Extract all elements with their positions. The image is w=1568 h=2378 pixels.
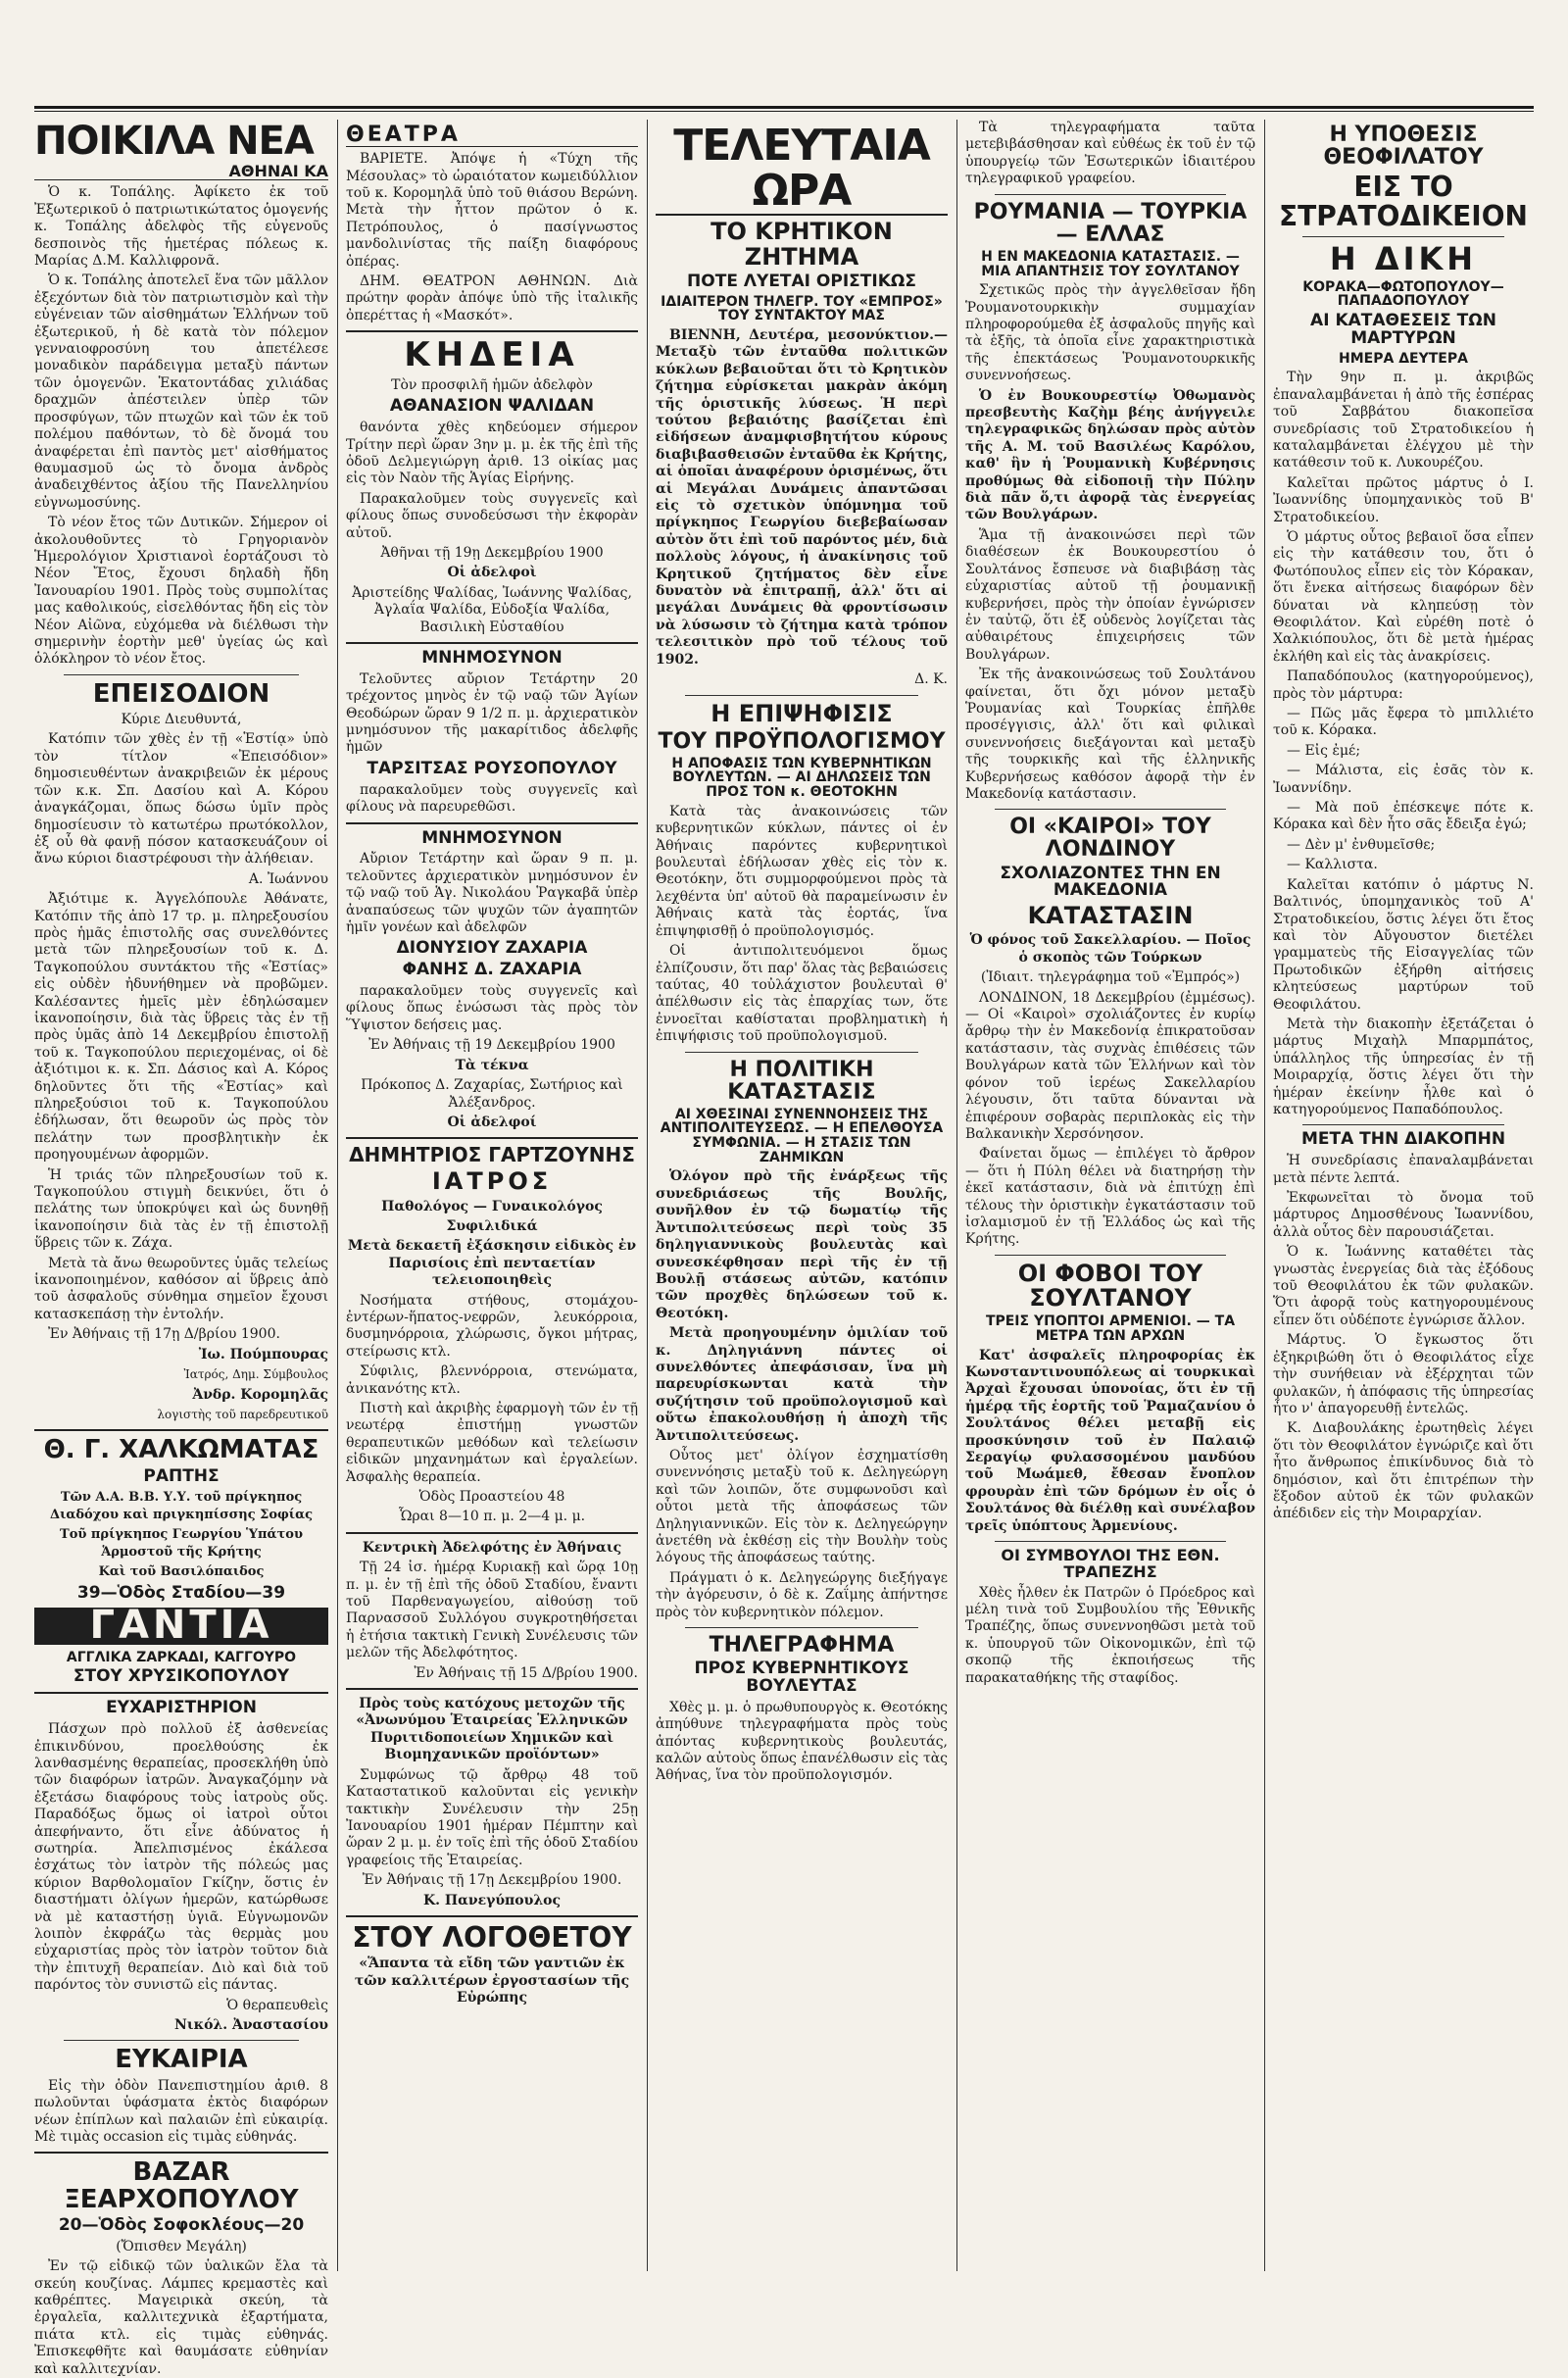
notice-name: ΦΑΝΗΣ Δ. ΖΑΧΑΡΙΑ	[402, 960, 582, 980]
divider	[346, 642, 638, 644]
logothetou-ad-sub: «Ἅπαντα τὰ εἴδη τῶν γαντιῶν ἐκ τῶν καλλιτέρων ἐργοστασίων τῆς Εὐρώπης	[354, 1956, 630, 2006]
notice-date: Ἐν Ἀθήναις τῇ 17ῃ Δεκεμβρίου 1900.	[362, 1872, 622, 1889]
article-paragraph: Ἐκφωνεῖται τὸ ὄνομα τοῦ μάρτυρος Δημοσθένους Ἰωαννίδου, ἀλλὰ οὗτος δὲν παρουσιάζεται.	[1273, 1190, 1534, 1240]
notice-name: ΤΑΡΣΙΤΣΑΣ ΡΟΥΣΟΠΟΥΛΟΥ	[367, 758, 617, 778]
notice-heading: Οἱ ἀδελφοί	[447, 1114, 537, 1130]
article-paragraph: ΔΗΜ. ΘΕΑΤΡΟΝ ΑΘΗΝΩΝ. Διὰ πρώτην φορὰν ἀπόψε ὑπὸ τῆς ἰταλικῆς ὀπερέττας ἡ «Μασκότ».	[346, 272, 638, 323]
article-paragraph: Κατ' ἀσφαλεῖς πληροφορίας ἐκ Κωνσταντινουπόλεως αἱ τουρκικαὶ Ἀρχαὶ ἔχουσαι ὑπονοίας, ὅτι ἐν τῇ ἡμέρᾳ τῆς ἑορτῆς τοῦ Ῥαμαζανίου ὁ Σουλτάνος θέλει μεταβῇ εἰς προσκύνησιν τοῦ ἐν Παλαιῷ Σεραγίῳ φυλασσομένου μανδύου τοῦ Μωάμεθ, ἔθεσαν ἔνοπλον φρουρὰν ἐπὶ τῶν δρόμων ἐν οἷς ὁ Σουλτάνος θὰ διέλθῃ καὶ συνέλαβον τρεῖς ὑπόπτους Ἀρμενίους.	[965, 1347, 1255, 1534]
section-title-poikila: ΠΟΙΚΙΛΑ ΝΕΑ	[34, 119, 314, 164]
article-paragraph: Χθὲς ἦλθεν ἐκ Πατρῶν ὁ Πρόεδρος καὶ μέλη τινὰ τοῦ Συμβουλίου τῆς Ἐθνικῆς Τραπέζης, ὅπως συνεννοηθῶσι μετὰ τοῦ κ. ὑπουργοῦ τῶν Οἰκονομικῶν, ἐπὶ τῷ σκοπῷ τῆς ἐκποιήσεως τῆς παρακαταθήκης τῆς σταφίδος.	[965, 1584, 1255, 1686]
dialogue-line: — Μάλιστα, εἰς ἐσᾶς τὸν κ. Ἰωαννίδην.	[1273, 763, 1534, 796]
divider	[995, 1255, 1226, 1256]
headline-epeisodion: ΕΠΕΙΣΟΔΙΟΝ	[92, 678, 270, 709]
doctor-ad-hours: Ὧραι 8—10 π. μ. 2—4 μ. μ.	[398, 1509, 586, 1525]
headline-kideia: ΚΗΔΕΙΑ	[404, 335, 580, 375]
divider	[995, 809, 1226, 810]
headline: ΤΟ ΚΡΗΤΙΚΟΝ ΖΗΤΗΜΑ	[710, 218, 893, 271]
article-paragraph: Ὁ ἐν Βουκουρεστίῳ Ὀθωμανὸς πρεσβευτὴς Καζὴμ βέης ἀνήγγειλε τηλεγραφικῶς δηλώσαν πρὸς αὐτὸν τῆς Α. Μ. τοῦ Βασιλέως Καρόλου, καθ' ἣν ἡ Ῥουμανικὴ Κυβέρνησις προθύμως θὰ εἰδοποιῇ τὴν Πύλην διὰ πᾶν ὅ,τι ἀφορᾷ τὰς ἐνεργείας τῶν Βουλγάρων.	[965, 387, 1255, 523]
article-paragraph: Ἡ τριάς τῶν πληρεξουσίων τοῦ κ. Ταγκοπούλου στιγμὴ δεικνύει, ὅτι ὁ πελάτης των ὑποκρύψει καὶ ὡς δυνηθῇ ἱκανοποίησιν διὰ τὰς ἐν τῇ ἐπιστολῇ ὕβρεις τῶν κ. Ζάχα.	[34, 1166, 328, 1252]
gloves-ad-shop: ΣΤΟΥ ΧΡΥΣΙΚΟΠΟΥΛΟΥ	[73, 1666, 290, 1687]
subheadline: ΑΙ ΚΑΤΑΘΕΣΕΙΣ ΤΩΝ ΜΑΡΤΥΡΩΝ	[1310, 310, 1496, 348]
article-paragraph: ΒΑΡΙΕΤΕ. Ἀπόψε ἡ «Τύχη τῆς Μέσουλας» τὸ ὡραιότατον κωμειδύλλιον τοῦ κ. Κορομηλᾶ ὑπὸ τοῦ θιάσου Βερώνη. Μετὰ τὴν ἧττον πρῶτον ὁ κ. Πετρόπουλος, ὁ πασίγνωστος μανδολινίστας τῆς παίξη διαφόρους ὀπέρας.	[346, 151, 638, 270]
article-paragraph: Πράγματι ὁ κ. Δεληγεώργης διεξήγαγε τὴν ἀγόρευσιν, ὁ δὲ κ. Ζαΐμης ἀπήντησε πρὸς τὸν κυβερνητικὸν πόλεμον.	[656, 1569, 948, 1620]
article-paragraph: Ἅμα τῇ ἀνακοινώσει περὶ τῶν διαθέσεων ἐκ Βουκουρεστίου ὁ Σουλτάνος ἔσπευσε νὰ διαβιβάσῃ τὰς εὐχαριστίας αὐτοῦ τῇ ῥουμανικῇ κυβερνήσει, πρὸς τὴν ὁποίαν ἐγνώρισεν ἐν ταὐτῷ, ὅτι ἐξ οὐδενὸς λογίζεται τὰς αὐθαιρέτους ἐπιχειρήσεις τῶν Βουλγάρων.	[965, 526, 1255, 663]
ad-line: Τοῦ πρίγκηπος Γεωργίου Ὑπάτου Ἁρμοστοῦ τῆς Κρήτης	[60, 1527, 303, 1560]
headline-mnimosynon: ΜΝΗΜΟΣΥΝΟΝ	[421, 647, 563, 668]
article-paragraph: Αὔριον Τετάρτην καὶ ὥραν 9 π. μ. τελοῦντες ἀρχιερατικὸν μνημόσυνον ἐν τῷ ναῷ τοῦ Ἁγ. Νικολάου Ῥαγκαβᾶ ὑπὲρ ἀναπαύσεως τῶν ψυχῶν τῶν ἀγαπητῶν ἡμῖν γονέων καὶ ἀδελφῶν	[346, 851, 638, 935]
divider	[346, 1137, 638, 1139]
article-paragraph: Εἰς τὴν ὁδὸν Πανεπιστημίου ἀριθ. 8 πωλοῦνται ὑφάσματα ἐκτὸς διαφόρων νέων ἐπίπλων καὶ παλαιῶν ἐπὶ εὐκαιρίᾳ. Μὲ τιμὰς occasion εἰς τιμὰς εὐθηνάς.	[34, 2077, 328, 2145]
doctor-ad-spec: Παθολόγος — Γυναικολόγος	[381, 1198, 603, 1214]
headline-eukairia: ΕΥΚΑΙΡΙΑ	[115, 2045, 248, 2075]
divider	[1302, 1124, 1504, 1125]
notice-name: ΑΘΑΝΑΣΙΟΝ ΨΑΛΙΔΑΝ	[389, 396, 595, 417]
column-1	[34, 119, 328, 2377]
doctor-ad-address: Ὁδὸς Προαστείου 48	[418, 1489, 565, 1505]
divider	[346, 1915, 638, 1917]
article-paragraph: Καλεῖται πρῶτος μάρτυς ὁ Ι. Ἰωαννίδης ὑπομηχανικὸς τοῦ Β' Στρατοδικείου.	[1273, 474, 1534, 525]
article-paragraph: Νοσήματα στήθους, στομάχου-ἐντέρων-ἥπατος-νεφρῶν, λευκόρροια, δυσμηνόρροια, χλώρωσις, ὄγκοι μήτρας, στείρωσις κτλ.	[346, 1292, 638, 1360]
signature-title: λογιστὴς τοῦ παρεδρευτικοῦ	[157, 1407, 328, 1421]
headline: ΡΟΥΜΑΝΙΑ — ΤΟΥΡΚΙΑ — ΕΛΛΑΣ	[973, 199, 1248, 247]
gloves-ad-banner: ΓΑΝΤΙΑ	[34, 1608, 328, 1644]
article-paragraph: Ὁ μάρτυς οὗτος βεβαιοῖ ὅσα εἶπεν εἰς τὴν κατάθεσιν του, ὅτι ὁ Φωτόπουλος εἶπεν εἰς τὸν Κόρακαν, ὅτι ἔνεκα αἰτήσεως διαφόρων δὲν δύναται νὰ κληπεύσῃ τὸν Θεοφιλάτον. Καὶ εὐρέθη ποτὲ ὁ Χαλκιόπουλος, ὅτι δὲ μετὰ ἡμέρας ἐκλήθη καὶ εἰς τὰς ἀνακρίσεις.	[1273, 528, 1534, 665]
article-paragraph: Ὁλόγον πρὸ τῆς ἐνάρξεως τῆς συνεδριάσεως τῆς Βουλῆς, συνῆλθον ἐν τῷ δωματίῳ τῆς Ἀντιπολιτεύσεως περὶ τοὺς 35 δηληγιαννικοὺς βουλευτὰς καὶ συνεσκέφθησαν περὶ τῆς ἐν τῇ Βουλῇ στάσεως αὐτῶν, κατόπιν τῶν προχθὲς δηλώσεων τοῦ κ. Θεοτόκη.	[656, 1168, 948, 1321]
headline-mnimosynon: ΜΝΗΜΟΣΥΝΟΝ	[421, 827, 563, 848]
gloves-ad-sub: ΑΓΓΛΙΚΑ ΖΑΡΚΑΔΙ, ΚΑΓΓΟΥΡΟ	[66, 1649, 297, 1665]
subheadline: ΗΜΕΡΑ ΔΕΥΤΕΡΑ	[1339, 350, 1468, 367]
article-paragraph: Ὁ κ. Τοπάλης. Ἀφίκετο ἐκ τοῦ Ἐξωτερικοῦ ὁ πατριωτικώτατος ὁμογενής κ. Τοπάλης ἀδελφὸς τῆς εὐγενοῦς δεσποινὸς τῆς ἡμετέρας πόλεως κ. Μαρίας Δ.Μ. Καλλιφρονᾶ.	[34, 184, 328, 270]
signature: Δ. Κ.	[914, 671, 948, 688]
article-paragraph: Ὁ κ. Ἰωάννης καταθέτει τὰς γνωστὰς ἐνεργείας διὰ τὰς ἐξόδους τοῦ Θεοφιλάτου ἐκ τῶν φυλακῶν. Ὅτι ἀφορᾷ τοὺς κατηγορουμένους εἶπεν ὅτι οὐδέποτε ἐγνώρισε ἄλλον.	[1273, 1244, 1534, 1328]
headline: ΚΑΤΑΣΤΑΣΙΝ	[1027, 902, 1194, 930]
subheadline: Η ΕΝ ΜΑΚΕΔΟΝΙΑ ΚΑΤΑΣΤΑΣΙΣ. — ΜΙΑ ΑΠΑΝΤΗΣΙΣ ΤΟΥ ΣΟΥΛΤΑΝΟΥ	[981, 248, 1240, 279]
article-paragraph: Πιστὴ καὶ ἀκριβὴς ἐφαρμογὴ τῶν ἐν τῇ νεωτέρᾳ ἐπιστήμῃ γνωστῶν θεραπευτικῶν μεθόδων καὶ τελείωσιν εἰδικῶν μηχανημάτων καὶ ἐργαλείων. Ἀσφαλὴς θεραπεία.	[346, 1400, 638, 1485]
headline: Η ΔΙΚΗ	[1329, 239, 1478, 277]
article-paragraph: Οἱ ἀντιπολιτευόμενοι ὅμως ἐλπίζουσιν, ὅτι παρ' ὅλας τὰς βεβαιώσεις ταύτας, 40 τοὐλάχιστον βουλευταὶ θ' ἀπέλθωσιν εἰς τὰς ἐπαρχίας των, ὅτε ἐννοεῖται καθίσταται προβληματικὴ ἡ ἐπιψήφισις τοῦ προϋπολογισμοῦ.	[656, 943, 948, 1045]
ad-address: 39—Ὁδὸς Σταδίου—39	[76, 1582, 286, 1603]
ad-line: Καὶ τοῦ Βασιλόπαιδος	[98, 1564, 265, 1580]
dialogue-line: — Εἰς ἐμέ;	[1287, 742, 1361, 759]
divider	[995, 1541, 1226, 1542]
headline: ΣΧΟΛΙΑΖΟΝΤΕΣ ΤΗΝ ΕΝ ΜΑΚΕΔΟΝΙΑ	[1000, 863, 1221, 901]
article-paragraph: Σύφιλις, βλεννόρροια, στενώματα, ἀνικανότης κτλ.	[346, 1363, 638, 1397]
subheadline: ΠΟΤΕ ΛΥΕΤΑΙ ΟΡΙΣΤΙΚΩΣ	[687, 271, 916, 291]
column-3	[656, 120, 948, 2271]
divider	[346, 822, 638, 824]
divider	[34, 1692, 328, 1694]
article-paragraph: Μάρτυς. Ὁ ἔγκωστος ὅτι ἐξηκριβώθη ὅτι ὁ Θεοφιλάτος εἶχε τὴν συνήθειαν νὰ ἐξέρχηται τῶν φυλακῶν, ἡ ἀπόφασις τῆς ὑπηρεσίας ἦτο ν' ἀπαγορευθῇ ἐντελῶς.	[1273, 1332, 1534, 1416]
article-paragraph: Ὁ κ. Τοπάλης ἀποτελεῖ ἕνα τῶν μᾶλλον ἐξεχόντων διὰ τὸν πατριωτισμὸν καὶ τὴν εὐγένειαν τῶν αἰσθημάτων Ἑλλήνων τοῦ ἐξωτερικοῦ, ἡ δὲ κατὰ τὸν πόλεμον γενναιοφροσύνη του ἀπετέλεσε μοναδικὸν παράδειγμα μεταξὺ πάντων τῶν ὁμογενῶν. Ἑκατοντάδας χιλιάδας δραχμῶν ἀπέστειλεν ὑπὲρ τῶν προσφύγων, τῶν πτωχῶν καὶ τῶν ἐκ τοῦ πολέμου παθόντων, τὸ δὲ ὄνομά του ἀναφέρεται ἐπὶ παντὸς μετ' αἰσθήματος θαυμασμοῦ ὡς τὸ ὄνομα ἀνδρὸς ἀναδειχθέντος ἀξίου τῆς Πανελληνίου εὐγνωμοσύνης.	[34, 272, 328, 511]
bazar-ad-address: 20—Ὁδὸς Σοφοκλέους—20	[58, 2214, 305, 2235]
signature: Ἰω. Πούμπουρας	[198, 1346, 328, 1362]
article-paragraph: Μετὰ προηγουμένην ὁμιλίαν τοῦ κ. Δηληγιάννη πάντες οἱ συνελθόντες ἀπεφάσισαν, ἵνα μὴ παρευρίσκωνται κατὰ τὴν συζήτησιν τοῦ προϋπολογισμοῦ καὶ οὕτω ἐπακολουθήσῃ ἡ ἀποχὴ τῆς Ἀντιπολιτεύσεως.	[656, 1325, 948, 1444]
date-line: Ἐν Ἀθήναις τῇ 17ῃ Δ/βρίου 1900.	[48, 1326, 280, 1343]
column-2	[346, 120, 638, 2271]
notice-names: Πρόκοπος Δ. Ζαχαρίας, Σωτήριος καὶ Ἀλέξανδρος.	[361, 1077, 623, 1111]
article-paragraph: θανόντα χθὲς κηδεύομεν σήμερον Τρίτην περὶ ὥραν 3ην μ. μ. ἐκ τῆς ἐπὶ τῆς ὁδοῦ Δελμεγιώργη ἀριθ. 13 οἰκίας μας εἰς τὸν Ναὸν τῆς Ἁγίας Εἰρήνης.	[346, 420, 638, 487]
headline: ΟΙ «ΚΑΙΡΟΙ» ΤΟΥ ΛΟΝΔΙΝΟΥ	[1009, 815, 1211, 863]
doctor-ad-line: Μετὰ δεκαετῆ ἐξάσκησιν εἰδικὸς ἐν Παρισίοις ἐπὶ πενταετίαν τελειοποιηθεὶς	[347, 1238, 637, 1289]
article-paragraph: Ἀξιότιμε κ. Ἀγγελόπουλε Ἀθάνατε, Κατόπιν τῆς ἀπὸ 17 τρ. μ. πληρεξουσίου πρὸς ἡμᾶς ἐπιστολῆς σας συνελθόντες μετὰ τῶν πληρεξουσίων τοῦ κ. Δ. Ταγκοπούλου συντάκτου τῆς «Ἑστίας» εἰς οὐδὲν ἠδυνήθημεν νὰ προβῶμεν. Καλέσαντες ἡμεῖς μὲν ἐδηλώσαμεν ἱκανοποίησιν, διὰ τὰς ὕβρεις τὰς ἐν τῇ πρὸς ὑμᾶς ἀπὸ 14 Δεκεμβρίου ἐπιστολῇ τοῦ κ. Ταγκοπούλου περιεχομένας, οἱ δὲ ἀξιότιμοι κ. κ. Σπ. Δάσιος καὶ Α. Κόρος δηλοῦντες ὅτι τῆς «Ἑστίας» καὶ πληρεξούσιοι τοῦ κ. Ταγκοπούλου ἐδήλωσαν, ὅτι θεωροῦν ὡς πρὸς τὸν πελάτην των προσβλητικὴν ἐκ προηγουμένων ἀφορμῶν.	[34, 891, 328, 1164]
notice-date: Ἀθῆναι τῇ 19ῃ Δεκεμβρίου 1900	[380, 544, 604, 561]
column-5	[1273, 120, 1534, 2271]
article-paragraph: Συμφώνως τῷ ἄρθρῳ 48 τοῦ Καταστατικοῦ καλοῦνται εἰς γενικὴν τακτικὴν Συνέλευσιν τὴν 25ῃ Ἰανουαρίου 1901 ἡμέραν Πέμπτην καὶ ὥραν 2 μ. μ. ἐν τοῖς ἐπὶ τῆς ὁδοῦ Σταδίου γραφείοις τῆς Ἑταιρείας.	[346, 1766, 638, 1868]
divider	[346, 1532, 638, 1534]
divider	[346, 330, 638, 332]
subheadline: ΜΕΤΑ ΤΗΝ ΔΙΑΚΟΠΗΝ	[1300, 1129, 1506, 1150]
article-paragraph: Καλεῖται κατόπιν ὁ μάρτυς Ν. Βαλτινός, ὑπομηχανικὸς τοῦ Α' Στρατοδικείου, ὅστις λέγει ὅτι ἔτος καὶ τὸν Αὔγουστον διετέλει γραμματεὺς τῆς Εἰσαγγελίας τῶν Πρωτοδικῶν ἐξήρθη αἰτήσεις κλητεύσεως μαρτύρων τοῦ Θεοφιλάτου.	[1273, 876, 1534, 1013]
ad-tailor-trade: ΡΑΠΤΗΣ	[143, 1465, 220, 1486]
headline: ΟΙ ΣΥΜΒΟΥΛΟΙ ΤΗΣ ΕΘΝ. ΤΡΑΠΕΖΗΣ	[1001, 1545, 1220, 1581]
article-paragraph: Φαίνεται ὅμως — ἐπιλέγει τὸ ἄρθρον — ὅτι ἡ Πύλη θέλει νὰ διατηρήσῃ τὴν ἐκεῖ κατάστασιν, διὰ νὰ ἐπιτύχῃ ἐπὶ τέλους τὴν ὁριστικὴν ἐγκατάστασιν τοῦ ἰσλαμισμοῦ ἐν τῇ Ἑλλάδος ὡς καὶ τῆς Κρήτης.	[965, 1146, 1255, 1248]
headline: ΤΗΛΕΓΡΑΦΗΜΑ	[709, 1633, 895, 1659]
article-paragraph: Ἡ συνεδρίασις ἐπαναλαμβάνεται μετὰ πέντε λεπτά.	[1273, 1153, 1534, 1186]
article-paragraph: Τῇ 24 ἰσ. ἡμέρᾳ Κυριακῇ καὶ ὥρᾳ 10ῃ π. μ. ἐν τῇ ἐπὶ τῆς ὁδοῦ Σταδίου, ἔναντι τοῦ Παρθεναγωγείου, αἰθούσῃ τοῦ Παρνασσοῦ Συλλόγου συγκροτηθήσεται ἡ ἐτήσια τακτικὴ Γενικὴ Συνέλευσις τῶν μελῶν τῆς Ἀδελφότητος.	[346, 1560, 638, 1661]
article-paragraph: Μετὰ τὰ ἄνω θεωροῦντες ὑμᾶς τελείως ἱκανοποιημένον, καθόσον αἱ ὕβρεις ἀπὸ τοῦ ἀσφαλοῦς σύνθημα σημεῖον ἔχουσι κατασκεπάσῃ τὴν ἐντολήν.	[34, 1255, 328, 1322]
divider	[685, 1052, 918, 1053]
divider	[64, 674, 299, 675]
dialogue-line: — Πῶς μᾶς ἔφερα τὸ μπιλλιέτο τοῦ κ. Κόρακα.	[1273, 706, 1534, 739]
article-paragraph: Παρακαλοῦμεν τοὺς συγγενεῖς καὶ φίλους ὅπως συνοδεύσωσι τὴν ἐκφορὰν αὐτοῦ.	[346, 490, 638, 541]
ad-tailor-name: Θ. Γ. ΧΑΛΚΩΜΑΤΑΣ	[43, 1435, 319, 1465]
subheadline: (Ἰδιαιτ. τηλεγράφημα τοῦ «Ἐμπρός»)	[980, 969, 1241, 986]
notice-heading: Πρὸς τοὺς κατόχους μετοχῶν τῆς «Ἀνωνύμου Ἑταιρείας Ἑλληνικῶν Πυριτιδοποιείων Χημικῶν καὶ Βιομηχανικῶν προϊόντων»	[356, 1696, 628, 1763]
article-paragraph: Κ. Διαβουλάκης ἐρωτηθεὶς λέγει ὅτι τὸν Θεοφιλάτον ἐγνώριζε καὶ ὅτι ἦτο ἄνθρωπος ἐπικίνδυνος διὰ τὸ δημόσιον, καὶ ὅτι ἐπιτρέπων τὴν ἔξοδον αὐτοῦ ἐκ τῶν φυλακῶν ἀπέδιδεν εἰς τὴν Μοιραρχίαν.	[1273, 1420, 1534, 1522]
column-rule	[337, 120, 338, 2271]
article-paragraph: Τὰ τηλεγραφήματα ταῦτα μετεβιβάσθησαν καὶ εὐθέως ἐκ τοῦ ἐν τῷ ὑπουργείῳ τῶν Ἐσωτερικῶν ἰδιαιτέρου τηλεγραφικοῦ γραφείου.	[965, 120, 1255, 187]
article-paragraph: Κατόπιν τῶν χθὲς ἐν τῇ «Ἑστίᾳ» ὑπὸ τὸν τίτλον «Ἐπεισόδιον» δημοσιευθέντων ἀνακριβειῶν ἐκ μέρους τῶν κ.κ. Σπ. Δασίου καὶ Α. Κόρου ἀναγκάζομαι, ὅπως δώσω ὑμῖν πρὸς δημοσίευσιν τὸ κατωτέρω πρωτόκολλον, ἐξ οὗ θὰ φανῇ πόσον κατασκευάζουν οἱ ἄνω κύριοι διαστρέφουσι τὴν ἀλήθειαν.	[34, 731, 328, 867]
article-paragraph: Τὴν 9ην π. μ. ἀκριβῶς ἐπαναλαμβάνεται ἡ ἀπὸ τῆς ἑσπέρας τοῦ Σαββάτου διακοπεῖσα συνεδρίασις τοῦ Στρατοδικείου ἡ καταλαμβάνεται ἐλέγχου μὲ τὴν κατάθεσιν τοῦ κ. Λυκουρέζου.	[1273, 370, 1534, 471]
section-title-ypothesis: Η ΥΠΟΘΕΣΙΣ ΘΕΟΦΙΛΑΤΟΥ	[1323, 123, 1484, 171]
headline: Η ΕΠΙΨΗΦΙΣΙΣ	[710, 699, 893, 727]
doctor-ad-name: ΔΗΜΗΤΡΙΟΣ ΓΑΡΤΖΟΥΝΗΣ	[349, 1143, 635, 1167]
dialogue-line: — Μὰ ποῦ ἐπέσκεψε πότε κ. Κόρακα καὶ δὲν ἦτο σᾶς ἔδειξα ἐγώ;	[1273, 800, 1534, 833]
article-paragraph: ΒΙΕΝΝΗ, Δευτέρα, μεσονύκτιον.— Μεταξὺ τῶν ἐνταῦθα πολιτικῶν κύκλων βεβαιοῦται ὅτι τὸ Κρητικὸν ζήτημα εὑρίσκεται μακρὰν ἀκόμη τῆς ὁριστικῆς λύσεως. Ἡ περὶ τούτου βεβαιότης βασίζεται ἐπὶ εἰδήσεων ἀναμφισβητήτου κύρους διαβιβασθεισῶν ἐνταῦθα ἐκ Κρήτης, αἱ ὁποῖαι ἀναφέρουν ὁρισμένως, ὅτι αἱ Μεγάλαι Δυνάμεις ἀπαντῶσαι εἰς τὸ σχετικὸν ὑπόμνημα τοῦ πρίγκηπος Γεωργίου διεβεβαίωσαν αὐτὸν ὅτι ἐπὶ τοῦ παρόντος μέν, διὰ πολλοὺς λόγους, ἡ ἀνακίνησις τοῦ Κρητικοῦ ζητήματος δὲν εἶνε δυνατὸν νὰ ἐπιτραπῇ, ἀλλ' ὅτι αἱ μεγάλαι Δυνάμεις θὰ φροντίσωσιν νὰ λύσωσιν τὸ ζήτημα κατὰ τρόπον τελεσιτικὸν πρὸ τοῦ τέλους τοῦ 1902.	[656, 326, 948, 668]
notice-line: Τὸν προσφιλῆ ἡμῶν ἀδελφὸν	[391, 376, 593, 393]
headline-eucharist: ΕΥΧΑΡΙΣΤΗΡΙΟΝ	[106, 1698, 257, 1718]
logothetou-ad-title: ΣΤΟΥ ΛΟΓΟΘΕΤΟΥ	[352, 1920, 632, 1954]
article-paragraph: Τὸ νέον ἔτος τῶν Δυτικῶν. Σήμερον οἱ ἀκολουθοῦντες τὸ Γρηγοριανὸν Ἡμερολόγιον Χριστιανοὶ ἑορτάζουσι τὸ Νέον Ἔτος, ἔχουσι δηλαδὴ ἤδη Ἰανουαρίου 1901. Πρὸς τοὺς συμπολίτας μας καθολικούς, εἰσελθόντας ἤδη εἰς τὸν Νέον Αἰῶνα, εὐχόμεθα νὰ διέλθωσι τὴν σημερινὴν ἑορτὴν μεθ' ὑγείας ὡς καὶ ὁλόκληρον τὸ νέον ἔτος.	[34, 515, 328, 668]
article-paragraph: παρακαλοῦμεν τοὺς συγγενεῖς καὶ φίλους νὰ παρευρεθῶσι.	[346, 781, 638, 816]
column-4	[965, 120, 1255, 2271]
salutation: Κύριε Διευθυντά,	[121, 712, 242, 728]
column-rule	[956, 120, 957, 2271]
headline: Η ΠΟΛΙΤΙΚΗ ΚΑΤΑΣΤΑΣΙΣ	[727, 1057, 876, 1105]
bazar-ad-title: BAZAR ΞΕΑΡΧΟΠΟΥΛΟΥ	[64, 2157, 299, 2214]
divider	[1302, 236, 1504, 237]
doctor-ad-spec: Συφιλιδικά	[446, 1217, 538, 1234]
headline: ΤΟΥ ΠΡΟΫΠΟΛΟΓΙΣΜΟΥ	[658, 728, 946, 754]
masthead-rule-thin	[34, 111, 1534, 112]
subheadline: ΑΙ ΧΘΕΣΙΝΑΙ ΣΥΝΕΝΝΟΗΣΕΙΣ ΤΗΣ ΑΝΤΙΠΟΛΙΤΕΥΣΕΩΣ. — Η ΕΠΕΛΘΟΥΣΑ ΣΥΜΦΩΝΙΑ. — Η ΣΤΑΣΙΣ ΤΩΝ ΖΑΗΜΙΚΩΝ	[660, 1106, 944, 1165]
section-title-teleutaia: ΤΕΛΕΥΤΑΙΑ ΩΡΑ	[656, 124, 948, 216]
article-paragraph: ΛΟΝΔΙΝΟΝ, 18 Δεκεμβρίου (ἐμμέσως).— Οἱ «Καιροὶ» σχολιάζοντες ἐν κυρίῳ ἄρθρῳ τὴν ἐν Μακεδονίᾳ ἐπικρατοῦσαν κατάστασιν, τὰς συχνὰς ἐπιθέσεις τῶν Βουλγάρων κατὰ τῶν Ἑλλήνων καὶ τὸν φόνον τοῦ ἱερέως Σακελλαρίου λέγουσιν, ὅτι ταῦτα δύνανται νὰ ἐπιφέρουν σοβαρὰς περιπλοκὰς εἰς τὴν Βαλκανικὴν Χερσόνησον.	[965, 989, 1255, 1142]
notice-heading: Κεντρικὴ Ἀδελφότης ἐν Ἀθήναις	[362, 1539, 622, 1556]
signature-title: Ἰατρός, Δημ. Σύμβουλος	[183, 1367, 328, 1382]
signature: Νικόλ. Ἀναστασίου	[174, 2017, 328, 2034]
section-title-stratodikeion: ΕΙΣ ΤΟ ΣΤΡΑΤΟΔΙΚΕΙΟΝ	[1279, 171, 1528, 232]
headline: ΟΙ ΦΟΒΟΙ ΤΟΥ ΣΟΥΛΤΑΝΟΥ	[1017, 1259, 1203, 1312]
dialogue-line: — Δὲν μ' ἐνθυμεῖσθε;	[1287, 836, 1436, 853]
article-paragraph: Τελοῦντες αὔριον Τετάρτην 20 τρέχοντος μηνὸς ἐν τῷ ναῷ τῶν Ἁγίων Θεοδώρων ὥραν 9 1/2 π. μ. ἀρχιερατικὸν μνημόσυνον τῆς μακαρίτιδος ἀδελφῆς ἡμῶν	[346, 670, 638, 756]
article-paragraph: Σχετικῶς πρὸς τὴν ἀγγελθεῖσαν ἤδη Ῥουμανοτουρκικὴν συμμαχίαν πληροφορούμεθα ἐξ ἀσφαλοῦς πηγῆς καὶ τὰ ἑξῆς, τὰ ὁποῖα εἶνε χαρακτηριστικὰ τῆς ἐπεκτάσεως Ῥουμανοτουρκικῆς συνεννοήσεως.	[965, 282, 1255, 384]
subheadline: Η ΑΠΟΦΑΣΙΣ ΤΩΝ ΚΥΒΕΡΝΗΤΙΚΩΝ ΒΟΥΛΕΥΤΩΝ. — ΑΙ ΔΗΛΩΣΕΙΣ ΤΩΝ ΠΡΟΣ ΤΟΝ κ. ΘΕΟΤΟΚΗΝ	[671, 755, 932, 801]
divider	[34, 2152, 328, 2154]
notice-date: Ἐν Ἀθήναις τῇ 15 Δ/βρίου 1900.	[414, 1664, 638, 1681]
dateline: ΑΘΗΝΑΙ ΚΑ	[34, 163, 328, 180]
divider	[995, 194, 1226, 195]
subheadline: Ὁ φόνος τοῦ Σακελλαρίου. — Ποῖος ὁ σκοπὸς τῶν Τούρκων	[969, 932, 1251, 966]
notice-names: Ἀριστείδης Ψαλίδας, Ἰωάννης Ψαλίδας, Ἀγλαΐα Ψαλίδα, Εὐδοξία Ψαλίδα, Βασιλικὴ Εὐσταθίου	[352, 584, 632, 635]
article-paragraph: Οὗτος μετ' ὀλίγον ἐσχηματίσθη συνεννόησις μεταξὺ τοῦ κ. Δεληγεώργη καὶ τῶν λοιπῶν, ὅτε συμφωνοῦσι καὶ οὗτοι μετὰ τῆς ἀποφάσεως τῶν Δηληγιαννικῶν. Εἰς τὸν κ. Δεληγεώργην ἀνετέθη νὰ ἐκθέσῃ εἰς τὴν Βουλὴν τοὺς λόγους τῆς ἀποφάσεως ταύτης.	[656, 1447, 948, 1566]
divider	[685, 695, 918, 696]
signature: Ὁ θεραπευθεὶς	[226, 1997, 328, 2013]
newspaper-page	[34, 0, 1534, 2377]
section-title-theatra: ΘΕΑΤΡΑ	[346, 124, 638, 147]
notice-heading: Οἱ ἀδελφοὶ	[447, 565, 537, 581]
masthead-rule	[34, 106, 1534, 109]
notice-name: ΔΙΟΝΥΣΙΟΥ ΖΑΧΑΡΙΑ	[396, 938, 588, 959]
column-rule	[1264, 120, 1265, 2271]
notice-heading: Τὰ τέκνα	[455, 1057, 529, 1073]
subheadline: ΠΡΟΣ ΚΥΒΕΡΝΗΤΙΚΟΥΣ ΒΟΥΛΕΥΤΑΣ	[694, 1659, 909, 1696]
divider	[34, 1429, 328, 1431]
signature: Α. Ἰωάννου	[248, 870, 328, 887]
doctor-ad-title: ΙΑΤΡΟΣ	[431, 1167, 553, 1196]
article-paragraph: Πάσχων πρὸ πολλοῦ ἐξ ἀσθενείας ἐπικινδύνου, προελθούσης ἐκ λανθασμένης θεραπείας, προσεκλήθη ὑπὸ τῶν διαφόρων ἰατρῶν. Ἀναγκαζόμην νὰ ἐξετάσω διαφόρους τοὺς ἰατροὺς οὕς. Παραδόξως ὅμως οἱ ἰατροὶ οὗτοι ἀπεφήναντο, ὅτι εἶνε ἀδύνατος ἡ σωτηρία. Ἀπελπισμένος ἐκάλεσα ἐσχάτως τὸν ἰατρὸν τῆς πόλεώς μας κύριον Βαρθολομαῖον Γκίζην, ὅστις ἐν διαστήματι ὀλίγων ἡμερῶν, κατώρθωσε νὰ μὲ καταστήσῃ ὑγιᾶ. Εὐγνωμονῶν λοιπὸν ἐκφράζω τὰς θερμὰς μου εὐχαριστίας πρὸς τὸν ἰατρὸν τοῦτον διὰ τὴν ἐπιτυχῆ θεραπείαν. Διὸ καὶ διὰ τοῦ παρόντος τὸν συνιστῶ εἰς πάντας.	[34, 1721, 328, 1994]
article-paragraph: Παπαδόπουλος (κατηγορούμενος), πρὸς τὸν μάρτυρα:	[1273, 669, 1534, 702]
bazar-ad-sub: (Ὄπισθεν Μεγάλη)	[116, 2238, 247, 2254]
column-rule	[647, 120, 648, 2271]
divider	[64, 2040, 299, 2041]
divider	[346, 1688, 638, 1690]
article-paragraph: Ἐκ τῆς ἀνακοινώσεως τοῦ Σουλτάνου φαίνεται, ὅτι ὄχι μόνον μεταξὺ Ῥουμανίας καὶ Τουρκίας ἐπῆλθε προσέγγισις, ἀλλ' ὅτι καὶ φιλικαὶ συνεννοήσεις διεξάγονται καὶ μεταξὺ τῆς τουρκικῆς καὶ τῆς ἑλληνικῆς Κυβερνήσεως καθόσον ἀφορᾷ τὴν ἐν Μακεδονίᾳ κατάστασιν.	[965, 667, 1255, 802]
signature: Κ. Πανεγύπουλος	[422, 1892, 562, 1908]
article-paragraph: Κατὰ τὰς ἀνακοινώσεις τῶν κυβερνητικῶν κύκλων, πάντες οἱ ἐν Ἀθήναις παρόντες κυβερνητικοὶ βουλευταὶ ἐδήλωσαν χθὲς εἰς τὸν κ. Θεοτόκην, ὅτι συμμορφούμενοι πρὸς τὰ λεχθέντα ὑπ' αὐτοῦ θὰ παραμείνωσιν ἐν Ἀθήναις κατὰ τὰς ἑορτάς, ἵνα ἐπιψηφισθῇ ὁ προϋπολογισμός.	[656, 803, 948, 939]
article-paragraph: Χθὲς μ. μ. ὁ πρωθυπουργὸς κ. Θεοτόκης ἀπηύθυνε τηλεγραφήματα πρὸς τοὺς ἀπόντας κυβερνητικοὺς βουλευτάς, καλῶν αὐτοὺς ὅπως ἐπανέλθωσιν εἰς τὰς Ἀθήνας, ἵνα τὸν προϋπολογισμόν.	[656, 1699, 948, 1784]
article-paragraph: Μετὰ τὴν διακοπὴν ἐξετάζεται ὁ μάρτυς Μιχαὴλ Μπαρμπάτος, ὑπάλληλος τῆς ὑπηρεσίας ἐν τῇ Μοιραρχίᾳ, ὅστις λέγει ὅτι τὴν ἡμέραν ἐκείνην ἦλθε καὶ ὁ κατηγορούμενος Παπαδόπουλος.	[1273, 1016, 1534, 1117]
subheadline: ΚΟΡΑΚΑ—ΦΩΤΟΠΟΥΛΟΥ—ΠΑΠΑΔΟΠΟΥΛΟΥ	[1302, 278, 1504, 310]
subheadline: ΙΔΙΑΙΤΕΡΟΝ ΤΗΛΕΓΡ. ΤΟΥ «ΕΜΠΡΟΣ» ΤΟΥ ΣΥΝΤΑΚΤΟΥ ΜΑΣ	[661, 293, 943, 324]
divider	[685, 1627, 918, 1628]
dialogue-line: — Καλλιστα.	[1287, 857, 1378, 873]
signature: Ἀνδρ. Κορομηλᾶς	[192, 1386, 328, 1403]
article-paragraph: παρακαλοῦμεν τοὺς συγγενεῖς καὶ φίλους ὅπως ἐνώσωσι τὰς πρὸς τὸν Ὕψιστον δεήσεις μας.	[346, 983, 638, 1033]
ad-line: Τῶν Α.Α. Β.Β. Υ.Υ. τοῦ πρίγκηπος Διαδόχου καὶ πριγκηπίσσης Σοφίας	[50, 1490, 313, 1522]
article-paragraph: Ἐν τῷ εἰδικῷ τῶν ὑαλικῶν ἔλα τὰ σκεύη κουζίνας. Λάμπες κρεμαστὲς καὶ καθρέπτες. Μαγειρικὰ σκεύη, τὰ ἐργαλεῖα, καλλιτεχνικὰ ἐξαρτήματα, πιάτα κτλ. εἰς τιμὰς εὐθηνάς. Ἐπισκεφθῆτε καὶ θαυμάσατε εὐθηνίαν καὶ καλλιτεχνίαν.	[34, 2258, 328, 2377]
subheadline: ΤΡΕΙΣ ΥΠΟΠΤΟΙ ΑΡΜΕΝΙΟΙ. — ΤΑ ΜΕΤΡΑ ΤΩΝ ΑΡΧΩΝ	[985, 1313, 1236, 1344]
notice-date: Ἐν Ἀθήναις τῇ 19 Δεκεμβρίου 1900	[368, 1037, 615, 1054]
